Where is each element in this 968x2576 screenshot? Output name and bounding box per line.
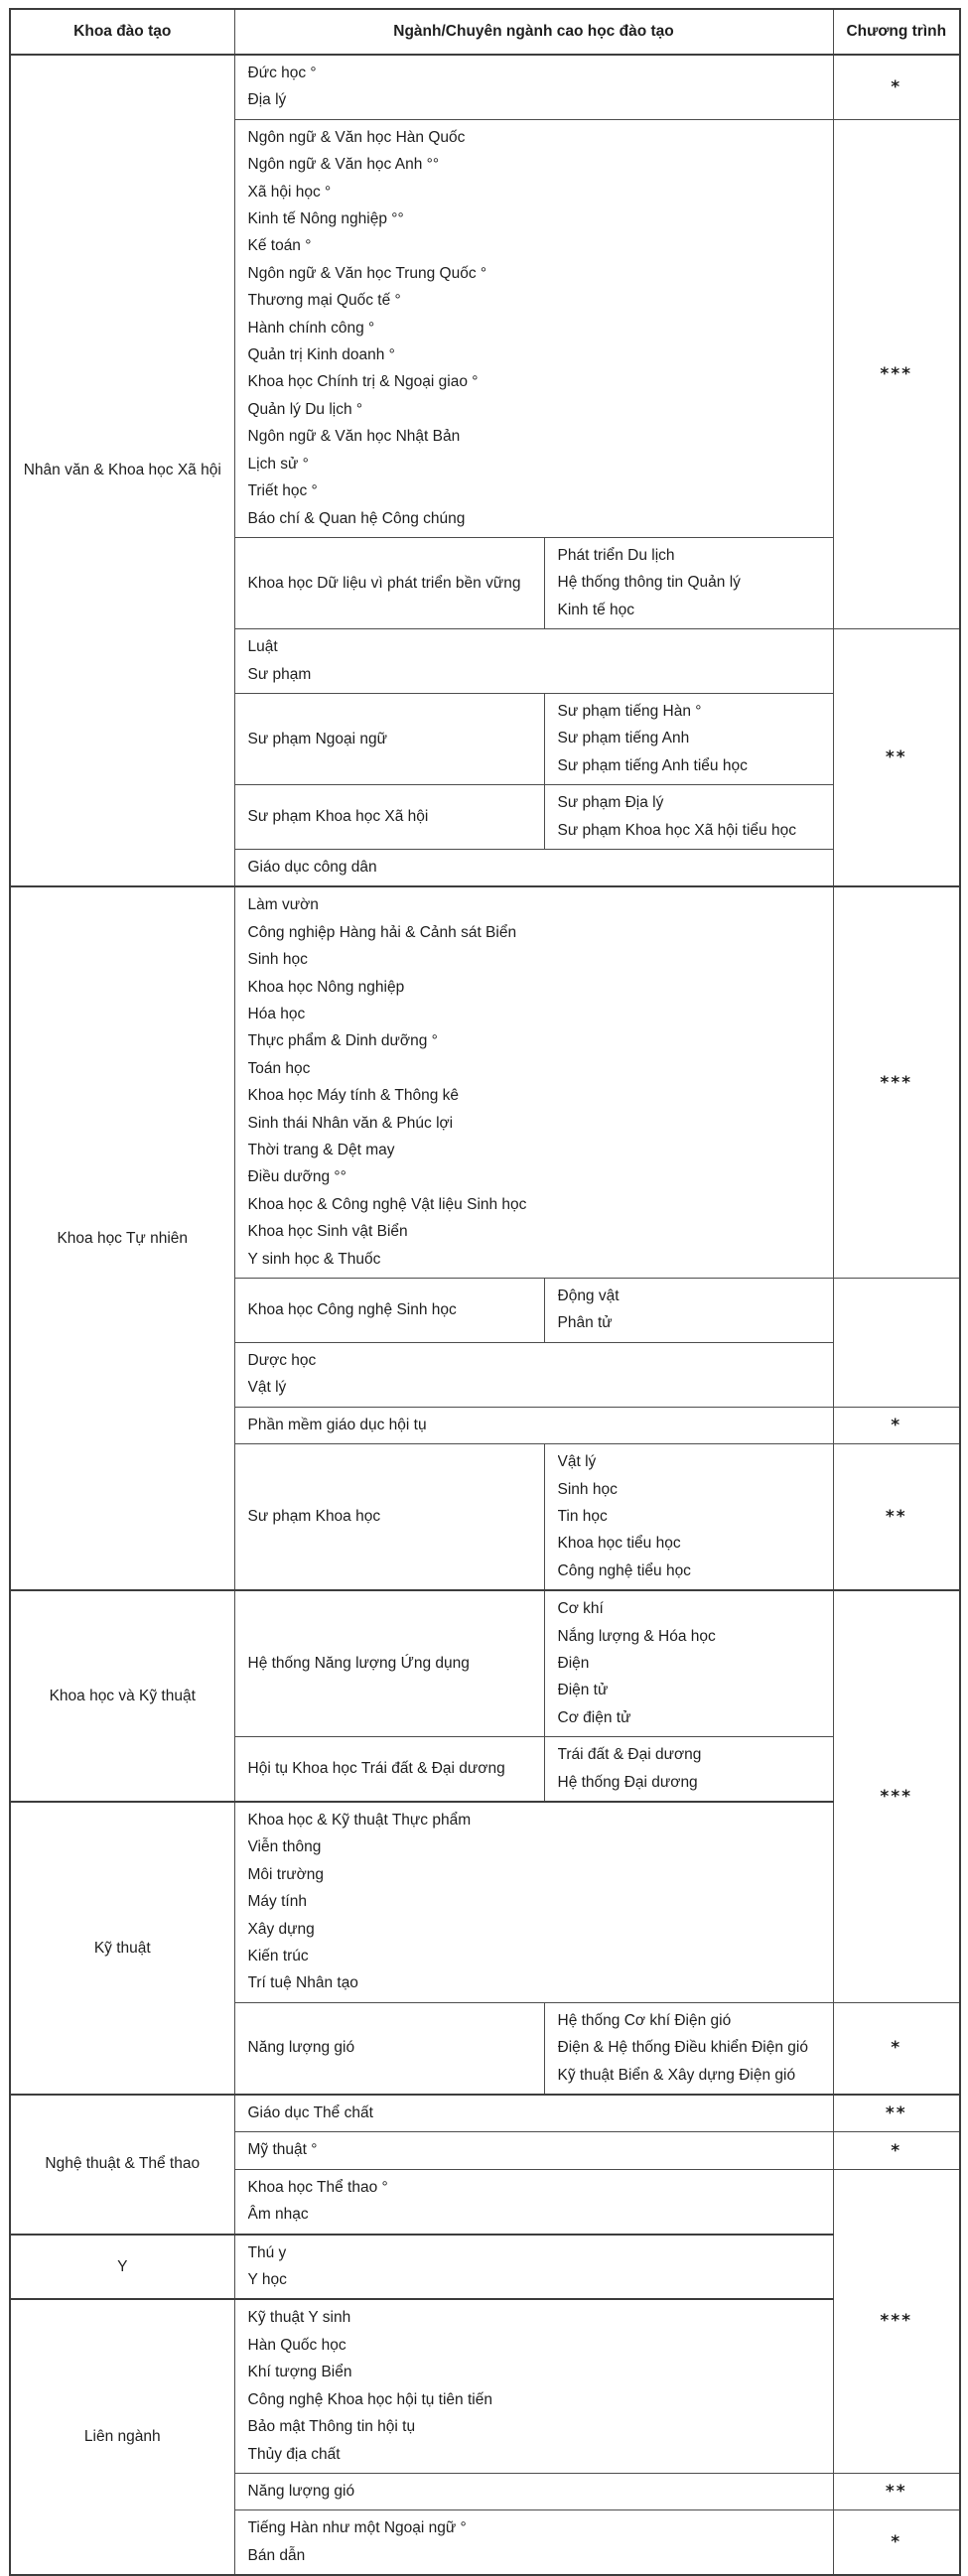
majors-cell [234,2169,833,2234]
major-item: Điều dưỡng °° [247,1168,346,1186]
major-item: Lịch sử ° [247,455,309,473]
major-item: Điện & Hệ thống Điều khiển Điện gió [557,2039,808,2057]
program-cell: * [833,2002,960,2095]
majors-cell [234,849,833,886]
major-item: Sinh học [247,951,308,969]
major-item: Sinh học [557,1480,618,1498]
major-item: Hàn Quốc học [247,2336,346,2354]
major-item: Công nghệ tiểu học [557,1561,691,1579]
program-cell: *** [833,2169,960,2473]
table-row [10,2299,960,2473]
major-item: Tin học [557,1507,608,1525]
graduate-programs-table [9,8,961,2576]
major-item: Xã hội học ° [247,183,332,201]
major-group-cell: Năng lượng gió [234,2002,544,2095]
majors-cell [234,629,833,694]
program-cell: *** [833,1590,960,2002]
specializations-cell [544,2002,833,2095]
major-item: Làm vườn [247,896,319,914]
major-item: Kinh tế Nông nghiệp °° [247,210,404,228]
specializations-cell [544,1737,833,1802]
major-group-cell: Hội tụ Khoa học Trái đất & Đại dương [234,1737,544,1802]
majors-cell [234,1802,833,2002]
major-item: Kinh tế học [557,601,635,618]
table-row [10,55,960,119]
program-cell: * [833,55,960,119]
major-item: Thời trang & Dệt may [247,1142,395,1159]
major-item: Dược học [247,1351,317,1369]
major-item: Phát triển Du lịch [557,546,675,564]
faculty-cell: Kỹ thuật [10,1802,234,2095]
major-item: Quản lý Du lịch ° [247,400,363,418]
major-item: Địa lý [247,91,287,109]
major-item: Sư phạm tiếng Hàn ° [557,702,702,720]
major-group-cell: Sư phạm Ngoại ngữ [234,693,544,784]
major-item: Thương mại Quốc tế ° [247,292,401,310]
major-item: Kỹ thuật Y sinh [247,2309,351,2327]
major-item: Y sinh học & Thuốc [247,1250,381,1268]
major-item: Bảo mật Thông tin hội tụ [247,2418,416,2436]
major-item: Hệ thống thông tin Quản lý [557,574,741,592]
major-item: Hành chính công ° [247,319,375,337]
column-header-faculty: Khoa đào tạo [10,9,234,55]
table-row [10,2235,960,2300]
major-item: Hệ thống Cơ khí Điện gió [557,2011,732,2029]
major-item: Báo chí & Quan hệ Công chúng [247,509,466,527]
major-item: Trí tuệ Nhân tạo [247,1974,358,1992]
major-item: Sư phạm Khoa học Xã hội tiểu học [557,821,796,839]
major-item: Toán học [247,1059,311,1077]
majors-cell [234,1407,833,1443]
major-item: Cơ khí [557,1600,604,1618]
major-item: Máy tính [247,1893,307,1911]
major-item: Vật lý [247,1379,287,1397]
program-cell: * [833,1407,960,1443]
major-item: Động vật [557,1288,620,1305]
majors-cell [234,2132,833,2169]
program-cell: *** [833,886,960,1278]
major-item: Sư phạm tiếng Anh [557,730,690,747]
major-group-cell: Khoa học Công nghệ Sinh học [234,1279,544,1343]
specializations-cell [544,785,833,850]
major-item: Ngôn ngữ & Văn học Nhật Bản [247,428,461,446]
faculty-cell: Y [10,2235,234,2300]
major-item: Luật [247,638,278,656]
major-item: Kế toán ° [247,237,312,255]
major-item: Sư phạm Địa lý [557,794,664,812]
major-item: Công nghiệp Hàng hải & Cảnh sát Biển [247,923,517,941]
major-item: Sư phạm [247,665,312,683]
major-item: Trái đất & Đại dương [557,1746,702,1764]
major-item: Cơ điện tử [557,1708,631,1726]
major-item: Điện tử [557,1682,609,1699]
major-item: Khoa học Thể thao ° [247,2178,388,2196]
major-item: Kỹ thuật Biển & Xây dựng Điện gió [557,2066,796,2084]
major-item: Khoa học & Kỹ thuật Thực phẩm [247,1811,472,1829]
specializations-cell [544,1279,833,1343]
program-cell: * [833,2132,960,2169]
major-item: Triết học ° [247,482,318,500]
major-item: Công nghệ Khoa học hội tụ tiên tiến [247,2390,492,2408]
major-item: Âm nhạc [247,2206,309,2224]
major-group-cell: Hệ thống Năng lượng Ứng dụng [234,1590,544,1737]
majors-cell [234,2299,833,2473]
majors-cell [234,119,833,537]
major-group-cell: Sư phạm Khoa học Xã hội [234,785,544,850]
major-item: Giáo dục công dân [247,858,377,876]
major-item: Hệ thống Đại dương [557,1773,698,1791]
major-item: Thực phẩm & Dinh dưỡng ° [247,1032,438,1050]
faculty-cell: Nghệ thuật & Thể thao [10,2095,234,2235]
specializations-cell [544,1444,833,1591]
major-item: Thủy địa chất [247,2445,341,2463]
major-item: Sinh thái Nhân văn & Phúc lợi [247,1114,454,1132]
column-header-major: Ngành/Chuyên ngành cao học đào tạo [234,9,833,55]
major-item: Y học [247,2271,287,2289]
majors-cell [234,55,833,119]
majors-cell [234,1342,833,1407]
program-cell [833,1279,960,1408]
program-cell: ** [833,1444,960,1591]
major-item: Khoa học Nông nghiệp [247,978,405,996]
major-item: Ngôn ngữ & Văn học Anh °° [247,156,440,174]
major-group-cell: Khoa học Dữ liệu vì phát triển bền vững [234,537,544,628]
major-group-cell: Sư phạm Khoa học [234,1444,544,1591]
table-row [10,1802,960,2002]
faculty-cell: Khoa học Tự nhiên [10,886,234,1590]
major-item: Đức học ° [247,65,317,81]
table-row [10,1590,960,1737]
major-item: Kiến trúc [247,1948,309,1965]
major-item: Hóa học [247,1006,306,1022]
major-item: Môi trường [247,1865,325,1883]
major-item: Khoa học Máy tính & Thông kê [247,1087,460,1105]
major-item: Nắng lượng & Hóa học [557,1627,716,1645]
major-item: Vật lý [557,1453,597,1471]
program-cell: ** [833,2473,960,2509]
majors-cell [234,2095,833,2132]
major-item: Khoa học & Công nghệ Vật liệu Sinh học [247,1195,527,1213]
faculty-cell: Khoa học và Kỹ thuật [10,1590,234,1802]
column-header-program: Chương trình [833,9,960,55]
program-cell: *** [833,119,960,628]
majors-cell [234,2510,833,2575]
majors-cell [234,886,833,1278]
majors-cell [234,2235,833,2300]
major-item: Mỹ thuật ° [247,2141,318,2159]
major-item: Điện [557,1654,590,1672]
major-item: Khoa học tiểu học [557,1535,681,1553]
major-item: Khoa học Chính trị & Ngoại giao ° [247,373,479,391]
major-item: Ngôn ngữ & Văn học Trung Quốc ° [247,264,487,282]
major-item: Khí tượng Biển [247,2364,352,2381]
faculty-cell: Liên ngành [10,2299,234,2575]
major-item: Bán dẫn [247,2546,306,2564]
specializations-cell [544,537,833,628]
major-item: Năng lượng gió [247,2482,355,2500]
major-item: Khoa học Sinh vật Biển [247,1223,408,1241]
major-item: Sư phạm tiếng Anh tiểu học [557,756,748,774]
specializations-cell [544,693,833,784]
table-row [10,2095,960,2132]
program-cell: * [833,2510,960,2575]
major-item: Viễn thông [247,1838,322,1856]
program-cell: ** [833,2095,960,2132]
major-item: Quản trị Kinh doanh ° [247,346,395,364]
major-item: Phân tử [557,1314,613,1332]
faculty-cell: Nhân văn & Khoa học Xã hội [10,55,234,886]
majors-cell [234,2473,833,2509]
major-item: Giáo dục Thể chất [247,2104,373,2122]
major-item: Xây dựng [247,1920,315,1938]
header-row [10,9,960,55]
program-cell: ** [833,629,960,887]
major-item: Thú y [247,2243,287,2261]
major-item: Tiếng Hàn như một Ngoại ngữ ° [247,2519,467,2537]
major-item: Ngôn ngữ & Văn học Hàn Quốc [247,128,466,146]
major-item: Phần mềm giáo dục hội tụ [247,1416,427,1433]
specializations-cell [544,1590,833,1737]
table-row [10,886,960,1278]
